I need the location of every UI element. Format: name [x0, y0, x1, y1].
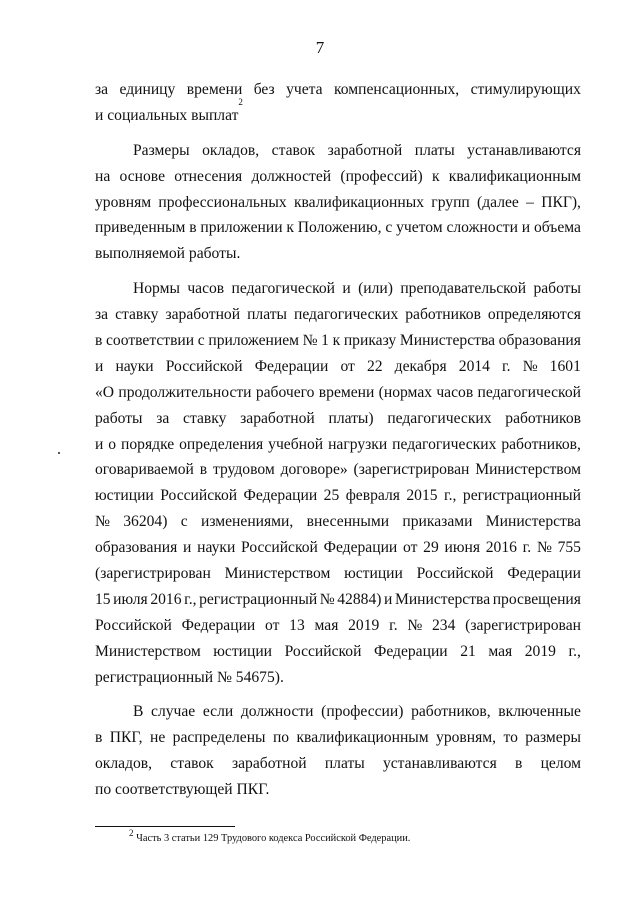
- word: должности: [240, 703, 314, 721]
- word: определяются: [487, 306, 581, 324]
- word: 13: [289, 616, 305, 634]
- word: работников,: [411, 703, 491, 721]
- word: о: [108, 435, 117, 453]
- word: и: [95, 435, 104, 453]
- word: 2016: [485, 539, 517, 557]
- word: определения: [179, 435, 264, 453]
- word: Министерством: [224, 565, 331, 583]
- word: –: [526, 193, 534, 211]
- word: уровням,: [436, 729, 497, 747]
- word: платы): [328, 409, 374, 427]
- word: Министерства: [394, 590, 491, 608]
- word: за: [95, 81, 109, 98]
- word: платы: [247, 306, 287, 324]
- word: компенсационных,: [334, 81, 460, 98]
- word: юстиции: [344, 565, 403, 583]
- word: 1601: [549, 357, 581, 375]
- word: нагрузки: [328, 435, 388, 453]
- word: Федерации: [181, 616, 256, 634]
- word: Российской: [284, 642, 362, 660]
- word: (зарегистрирован: [353, 461, 470, 479]
- word: Положению,: [297, 219, 382, 237]
- text-line: [95, 613, 581, 639]
- text-line: [95, 96, 581, 129]
- word: то: [503, 729, 518, 747]
- text-line: [95, 354, 581, 380]
- word: Федерации: [254, 357, 329, 375]
- word: 15: [95, 590, 111, 608]
- word: 29: [423, 539, 439, 557]
- word: трудовом: [212, 461, 275, 479]
- word: распределены: [172, 729, 266, 747]
- word: г.,: [184, 590, 197, 608]
- word: за: [156, 409, 170, 427]
- word: оговариваемой: [95, 461, 194, 479]
- word: в: [95, 332, 103, 350]
- word: приказу: [343, 332, 397, 350]
- word: договоре»: [280, 461, 348, 479]
- word: (нормах: [378, 383, 433, 401]
- word: объема: [533, 219, 581, 237]
- word: 2015: [406, 487, 438, 505]
- text-line: [95, 587, 581, 613]
- word: Федерации: [374, 642, 448, 660]
- word: в: [189, 219, 197, 237]
- word: преподавательской: [400, 280, 527, 298]
- word: 1: [321, 332, 329, 350]
- line-text: выполняемой работы.: [95, 245, 241, 263]
- text-line: [95, 190, 581, 216]
- word: 36204): [123, 513, 168, 531]
- word: случае: [151, 703, 196, 721]
- word: Министерства: [399, 332, 496, 350]
- word: декабря: [394, 357, 447, 375]
- word: 755: [557, 539, 581, 557]
- word: юстиции: [213, 642, 273, 660]
- word: г.: [522, 539, 532, 557]
- footnote-marker: 2: [129, 827, 134, 838]
- word: Российской: [241, 539, 318, 557]
- word: июля: [113, 590, 148, 608]
- word: образования: [95, 539, 178, 557]
- text-line: [95, 561, 581, 587]
- word: на: [95, 167, 111, 185]
- word: продолжительности: [118, 383, 252, 401]
- word: 25: [323, 487, 340, 505]
- word: единицу: [119, 81, 176, 98]
- line-text: регистрационный № 54675).: [95, 668, 284, 686]
- word: платы: [414, 141, 455, 159]
- word: (профессии): [321, 703, 404, 721]
- word: внесенными: [306, 513, 390, 531]
- word: ставок: [170, 755, 214, 773]
- text-line: [95, 328, 581, 354]
- word: приложении: [200, 219, 283, 237]
- word: июня: [444, 539, 480, 557]
- document-body: [95, 77, 581, 812]
- line-text: и социальных выплат: [95, 106, 239, 124]
- word: Федерации: [507, 565, 581, 583]
- word: №: [319, 590, 335, 608]
- word: г.: [389, 616, 398, 634]
- paragraph: [95, 276, 581, 690]
- word: Российской: [165, 357, 243, 375]
- word: заработной: [165, 306, 241, 324]
- word: учебной: [268, 435, 324, 453]
- word: 42884): [337, 590, 382, 608]
- word: ставку: [115, 306, 159, 324]
- word: должностей: [251, 167, 332, 185]
- word: №: [536, 539, 552, 557]
- word: приказами: [402, 513, 473, 531]
- word: часов: [187, 280, 225, 298]
- word: образования: [498, 332, 581, 350]
- word: №: [407, 616, 423, 634]
- paragraph: [95, 138, 581, 267]
- text-line: [95, 406, 581, 432]
- word: заработной: [240, 409, 315, 427]
- word: работников: [405, 306, 481, 324]
- text-line: [95, 77, 581, 103]
- word: 2016: [150, 590, 182, 608]
- word: (или): [358, 280, 393, 298]
- word: и: [384, 590, 393, 608]
- word: к: [431, 167, 440, 185]
- word: ПКГ),: [541, 193, 581, 211]
- word: юстиции: [95, 487, 154, 505]
- word: учетом: [396, 219, 443, 237]
- word: Нормы: [133, 280, 180, 298]
- word: регистрационный: [462, 487, 581, 505]
- word: соответствии: [106, 332, 195, 350]
- footnote-separator: [95, 826, 235, 827]
- word: окладов,: [95, 755, 153, 773]
- word: г.: [502, 357, 511, 375]
- word: от: [403, 539, 418, 557]
- footnote-text: Часть 3 статьи 129 Трудового кодекса Российской Федерации.: [136, 833, 411, 844]
- word: Российской: [416, 565, 494, 583]
- text-line: [95, 457, 581, 483]
- footnote-reference: 2: [238, 96, 243, 107]
- text-line: [95, 380, 581, 406]
- word: просвещения: [492, 590, 581, 608]
- word: работников,: [501, 435, 581, 453]
- word: Министерством: [475, 461, 581, 479]
- word: рабочего: [255, 383, 315, 401]
- text-line: [95, 777, 581, 803]
- word: устанавливаются: [467, 141, 581, 159]
- word: 21: [460, 642, 476, 660]
- word: (зарегистрирован: [95, 565, 211, 583]
- word: квалификационным: [296, 729, 429, 747]
- word: стимулирующих: [470, 81, 581, 98]
- word: 2019: [524, 642, 556, 660]
- word: уровням: [95, 193, 152, 211]
- word: к: [286, 219, 294, 237]
- text-line: [95, 639, 581, 665]
- scan-speck: [58, 452, 60, 454]
- word: от: [265, 616, 280, 634]
- word: февраля: [345, 487, 400, 505]
- word: и: [95, 357, 104, 375]
- word: ставку: [183, 409, 227, 427]
- text-line: [95, 215, 581, 241]
- word: отнесения: [174, 167, 243, 185]
- word: Федерации: [243, 487, 318, 505]
- word: целом: [540, 755, 581, 773]
- word: учета: [286, 81, 323, 98]
- word: и: [342, 280, 351, 298]
- word: основе: [119, 167, 165, 185]
- word: В: [133, 703, 144, 721]
- text-line: [95, 432, 581, 458]
- word: заработной: [327, 141, 403, 159]
- word: групп: [431, 193, 470, 211]
- word: 2019: [348, 616, 380, 634]
- word: мая: [488, 642, 513, 660]
- word: г.,: [444, 487, 457, 505]
- word: за: [95, 306, 109, 324]
- word: педагогических: [392, 435, 497, 453]
- word: науки: [115, 357, 154, 375]
- word: работы: [95, 409, 143, 427]
- text-line: [95, 665, 581, 691]
- word: профессиональных: [158, 193, 287, 211]
- word: приведенным: [95, 219, 186, 237]
- word: в: [199, 461, 208, 479]
- word: «О: [95, 383, 115, 401]
- word: по: [272, 729, 290, 747]
- word: г.,: [568, 642, 581, 660]
- word: (профессий): [340, 167, 423, 185]
- word: мая: [314, 616, 339, 634]
- paragraph: [95, 77, 581, 129]
- text-line: [95, 725, 581, 751]
- word: квалификационных: [293, 193, 425, 211]
- word: изменениями,: [200, 513, 294, 531]
- word: Российской: [95, 616, 172, 634]
- word: окладов,: [202, 141, 260, 159]
- text-line: [95, 164, 581, 190]
- word: устанавливаются: [382, 755, 497, 773]
- word: педагогических: [387, 409, 492, 427]
- word: ПКГ,: [109, 729, 143, 747]
- word: сложности: [446, 219, 518, 237]
- word: порядке: [121, 435, 175, 453]
- page-number: 7: [315, 38, 325, 57]
- word: платы: [324, 755, 365, 773]
- word: №: [95, 513, 110, 531]
- footnote: [129, 827, 411, 844]
- text-line: [95, 509, 581, 535]
- word: Министерства: [485, 513, 581, 531]
- word: времени: [318, 383, 375, 401]
- word: (зарегистрирован: [465, 616, 581, 634]
- word: регистрационный: [199, 590, 318, 608]
- word: педагогических: [293, 306, 399, 324]
- text-line: [95, 483, 581, 509]
- word: работы: [533, 280, 581, 298]
- word: Федерации: [323, 539, 398, 557]
- word: с: [180, 513, 188, 531]
- text-line: [95, 276, 581, 302]
- word: к: [332, 332, 341, 350]
- word: №: [522, 357, 538, 375]
- word: №: [302, 332, 318, 350]
- word: в: [514, 755, 523, 773]
- word: 22: [366, 357, 383, 375]
- word: педагогической: [231, 280, 336, 298]
- paragraph: [95, 699, 581, 803]
- text-line: [95, 241, 581, 267]
- word: времени: [186, 81, 243, 98]
- word: в: [95, 729, 103, 747]
- word: квалификационным: [448, 167, 581, 185]
- text-line: [95, 699, 581, 725]
- line-text: по соответствующей ПКГ.: [95, 781, 270, 799]
- word: с: [385, 219, 393, 237]
- text-line: [95, 302, 581, 328]
- word: Российской: [160, 487, 238, 505]
- word: включенные: [498, 703, 581, 721]
- word: и: [521, 219, 531, 237]
- word: Министерством: [95, 642, 201, 660]
- word: 2014: [458, 357, 490, 375]
- word: ставок: [271, 141, 316, 159]
- word: размеры: [525, 729, 581, 747]
- word: заработной: [231, 755, 307, 773]
- word: педагогической: [477, 383, 581, 401]
- text-line: [95, 138, 581, 164]
- word: если: [202, 703, 234, 721]
- word: часов: [436, 383, 474, 401]
- word: без: [253, 81, 275, 98]
- word: от: [340, 357, 355, 375]
- word: с: [197, 332, 205, 350]
- word: работников: [505, 409, 581, 427]
- word: приложением: [208, 332, 299, 350]
- text-line: [95, 751, 581, 777]
- word: науки: [197, 539, 236, 557]
- word: не: [149, 729, 166, 747]
- word: 234: [432, 616, 456, 634]
- word: и: [183, 539, 192, 557]
- word: (далее: [477, 193, 519, 211]
- text-line: [95, 535, 581, 561]
- word: Размеры: [133, 141, 190, 159]
